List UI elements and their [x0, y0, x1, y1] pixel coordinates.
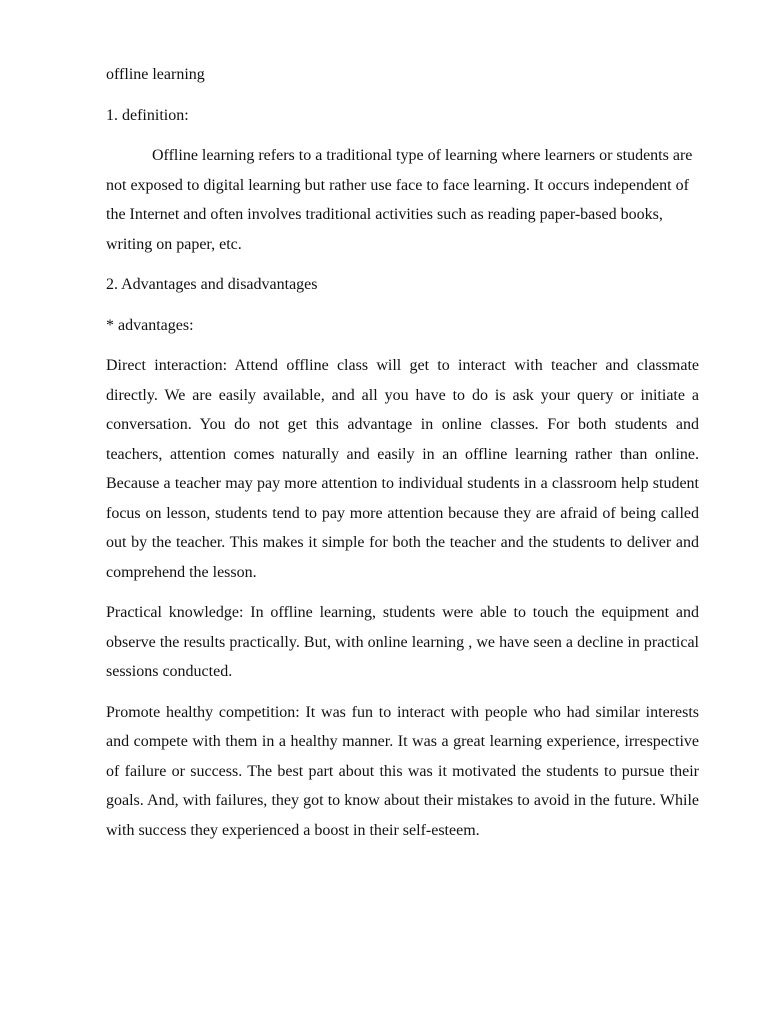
paragraph-direct-interaction: Direct interaction: Attend offline class will get to interact with teacher and classmate directly. We are easily available, and all you have to do is ask your query or initiate a conversation. You do not get this advantage in online classes. For both students and teachers, attention comes naturally and easily in an offline learning rather than online. Because a teacher may pay more attention to individual students in a classroom help student focus on lesson, students tend to pay more attention because they are afraid of being called out by the teacher. This makes it simple for both the teacher and the students to deliver and comprehend the lesson. — [106, 357, 699, 581]
section-heading-definition: 1. definition: — [106, 106, 189, 124]
document-title: offline learning — [106, 66, 205, 83]
section-heading-advantages-disadvantages: 2. Advantages and disadvantages — [106, 276, 318, 293]
advantages-label: * advantages: — [106, 316, 194, 334]
paragraph-healthy-competition: Promote healthy competition: It was fun to interact with people who had similar interests and compete with them in a healthy manner. It was a great learning experience, irrespective of failure or success. The best part about this was it motivated the students to pursue their goals. And, with failures, they got to know about their mistakes to avoid in the future. While with success they experienced a boost in their self-esteem. — [106, 703, 699, 839]
paragraph-practical-knowledge: Practical knowledge: In offline learning, students were able to touch the equipment and observe the results practically. But, with online learning , we have seen a decline in practical sessions conducted. — [106, 604, 699, 680]
definition-paragraph: Offline learning refers to a traditional type of learning where learners or students are not exposed to digital learning but rather use face to face learning. It occurs independent of the Internet and often involves traditional activities such as reading paper-based books, writing on paper, etc. — [106, 147, 693, 253]
document-content — [106, 60, 699, 856]
